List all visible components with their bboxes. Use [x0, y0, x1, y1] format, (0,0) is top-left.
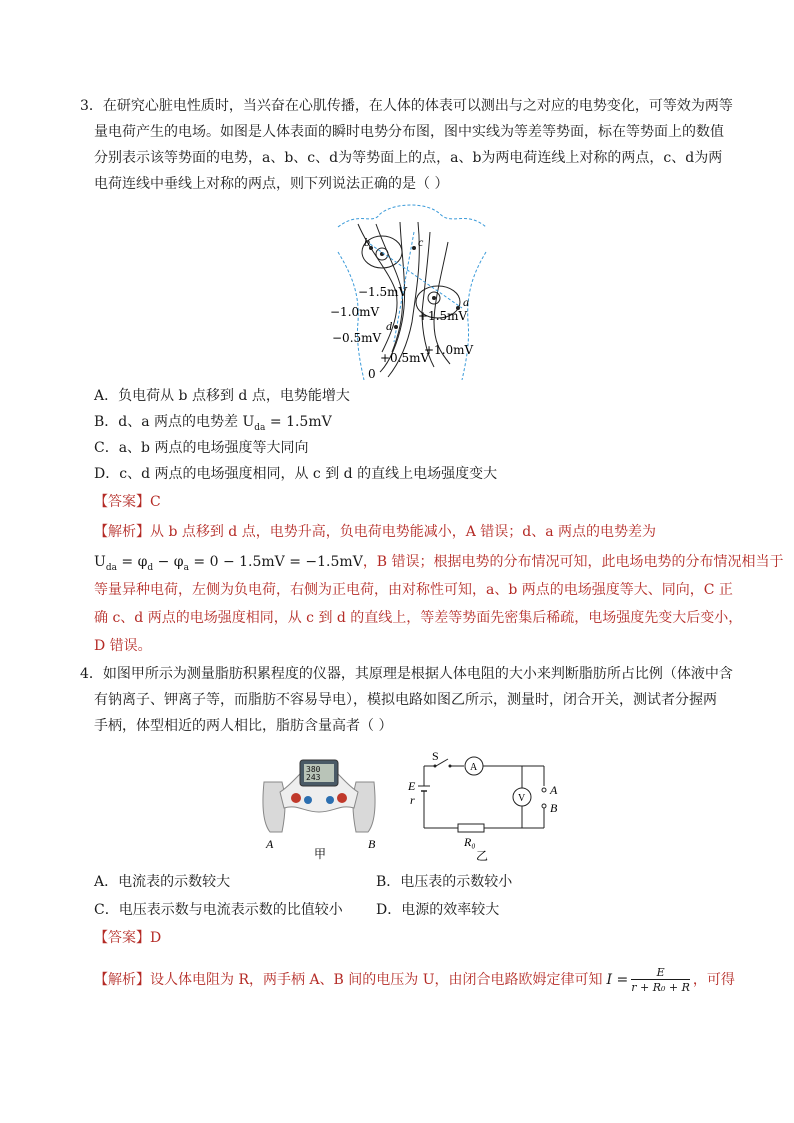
q4-stem-line3: 手柄，体型相近的两人相比，脂肪含量高者（ ）: [94, 718, 393, 734]
circuit-label-s: S: [432, 749, 439, 763]
q3-ana2-sub2: d: [147, 562, 154, 573]
q3-ana2-eq: = 0 − 1.5mV = −1.5mV: [188, 554, 363, 570]
q4-analysis-line1: [94, 966, 735, 994]
fig-label-a: a: [463, 295, 469, 309]
q3-analysis-tag: 【解析】: [94, 524, 150, 540]
q3-option-d: D．c、d 两点的电场强度相同，从 c 到 d 的直线上电场强度变大: [94, 466, 498, 482]
fat-meter-label-b: B: [368, 837, 376, 851]
fat-meter-screen-value2: 243: [306, 773, 321, 782]
equipotential-figure: [330, 202, 492, 380]
q4-analysis-text1: 设人体电阻为 R，两手柄 A、B 间的电压为 U，由闭合电路欧姆定律可知: [150, 972, 603, 988]
q3-option-c: C．a、b 两点的电场强度等大同向: [94, 440, 309, 456]
circuit-terminal-b: B: [550, 801, 558, 815]
q3-option-b-tail: = 1.5mV: [265, 414, 332, 430]
q3-option-a: A．负电荷从 b 点移到 d 点，电势能增大: [94, 388, 350, 404]
q3-ana2-mid2: − φ: [153, 554, 184, 570]
fig-label-minus05: −0.5mV: [332, 331, 382, 345]
q4-option-c: C．电压表示数与电流表示数的比值较小: [94, 902, 343, 918]
q4-formula-fraction: [631, 966, 690, 994]
q3-ana2-sub: da: [105, 562, 117, 573]
q3-analysis-line1: [94, 522, 656, 542]
q4-answer: [94, 928, 161, 948]
q4-answer-tag: 【答案】: [94, 930, 150, 946]
circuit-figure: [404, 746, 564, 864]
q4-option-b: B．电压表的示数较小: [376, 874, 513, 890]
ammeter-label: A: [470, 762, 478, 773]
q3-analysis-text1: 从 b 点移到 d 点，电势升高，负电荷电势能减小，A 错误；d、a 两点的电势差为: [150, 524, 657, 540]
voltmeter-label: V: [518, 793, 526, 804]
q3-ana2-mid: = φ: [116, 554, 148, 570]
q4-formula-numerator: E: [656, 966, 665, 979]
fig-caption-jia: 甲: [314, 847, 327, 861]
q3-option-b-sub: da: [254, 422, 266, 433]
fig-label-plus10: +1.0mV: [424, 343, 474, 357]
q3-stem-line2: 量电荷产生的电场。如图是人体表面的瞬时电势分布图，图中实线为等差等势面，标在等势面上的数值: [94, 124, 724, 140]
q3-answer-value: C: [150, 494, 161, 510]
q4-option-a: A．电流表的示数较大: [94, 874, 231, 890]
q3-ana2-tail: ，B 错误；根据电势的分布情况可知，此电场电势的分布情况相当于: [362, 554, 784, 570]
q4-answer-value: D: [150, 930, 162, 946]
q3-answer: [94, 492, 161, 512]
q3-analysis-line4: 确 c、d 两点的电场强度相同，从 c 到 d 的直线上，等差等势面先密集后稀疏，电场强度先变大后变小，: [94, 610, 743, 626]
q3-stem-line4: 电荷连线中垂线上对称的两点，则下列说法正确的是（ ）: [94, 176, 449, 192]
q4-formula-denominator: r + R₀ + R: [631, 981, 690, 994]
q4-analysis-tail: ，可得: [692, 972, 735, 988]
q3-ana2-u: U: [94, 554, 106, 570]
fig-label-minus15: −1.5mV: [358, 285, 408, 299]
fig-label-zero: 0: [368, 367, 376, 380]
fig-label-plus15: +1.5mV: [418, 309, 468, 323]
q3-option-b-text: B．d、a 两点的电势差 U: [94, 414, 255, 430]
q3-analysis-line2: [94, 552, 784, 578]
fig-label-plus05: +0.5mV: [380, 351, 430, 365]
q3-ana2-sub3: a: [183, 562, 189, 573]
q3-analysis-line3: 等量异种电荷，左侧为负电荷，右侧为正电荷，由对称性可知，a、b 两点的电场强度等大、同向，C 正: [94, 582, 733, 598]
fat-meter-label-a: A: [266, 837, 274, 851]
fig-label-b: b: [364, 235, 370, 249]
q3-answer-tag: 【答案】: [94, 494, 150, 510]
circuit-label-r: r: [410, 793, 415, 807]
fig-caption-yi: 乙: [476, 849, 489, 863]
q4-formula-i: I =: [606, 972, 629, 988]
fig-label-minus10: −1.0mV: [330, 305, 380, 319]
circuit-terminal-a: A: [550, 783, 558, 797]
fat-meter-screen-value1: 380: [306, 765, 321, 774]
q4-stem-line2: 有钠离子、钾离子等，而脂肪不容易导电），模拟电路如图乙所示，测量时，闭合开关，测试者分握两: [94, 692, 717, 708]
q3-analysis-line5: D 错误。: [94, 638, 152, 654]
circuit-label-e: E: [408, 779, 416, 793]
q3-option-b: [94, 412, 332, 438]
q4-analysis-tag: 【解析】: [94, 972, 150, 988]
q4-option-d: D．电源的效率较大: [376, 902, 500, 918]
q3-stem-line3: 分别表示该等势面的电势，a、b、c、d为等势面上的点，a、b为两电荷连线上对称的两点，c、d为两: [94, 150, 723, 166]
fat-meter-figure: [256, 752, 386, 862]
circuit-label-r0: R₀: [464, 835, 476, 849]
q3-stem-line1: 3．在研究心脏电性质时，当兴奋在心肌传播，在人体的体表可以测出与之对应的电势变化，可等效为两等: [80, 98, 733, 114]
fig-label-c: c: [418, 235, 424, 249]
q4-stem-line1: 4．如图甲所示为测量脂肪积累程度的仪器，其原理是根据人体电阻的大小来判断脂肪所占比例（体液中含: [80, 666, 733, 682]
fig-label-d: d: [386, 319, 392, 333]
